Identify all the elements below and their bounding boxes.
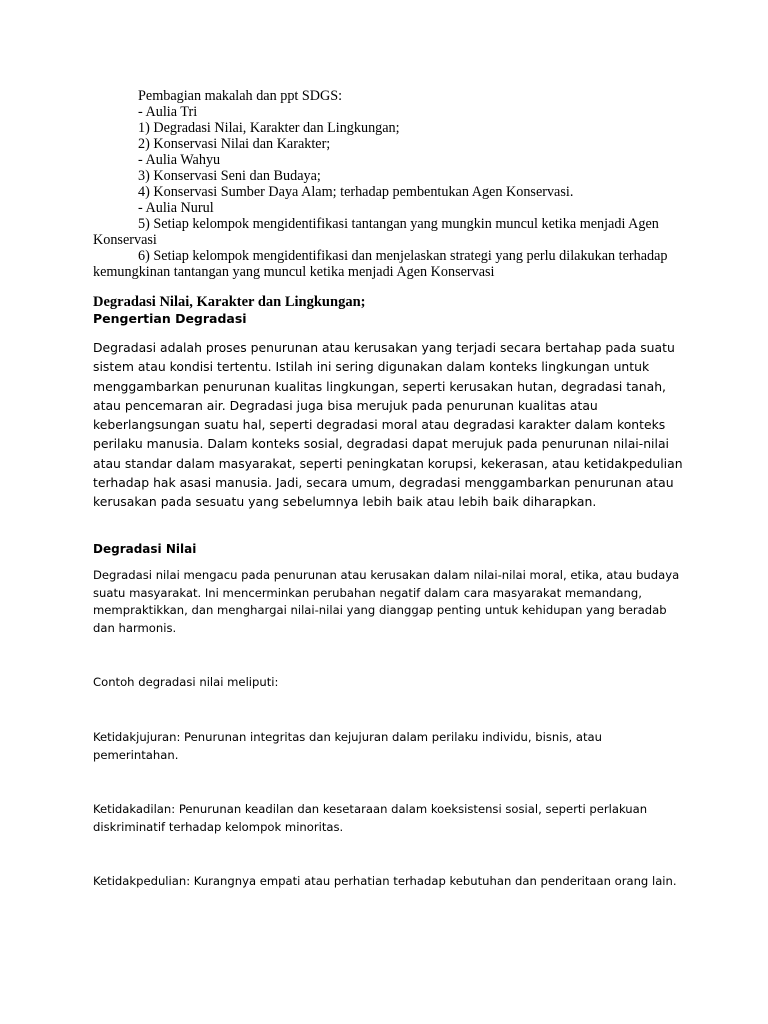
list-item: 2) Konservasi Nilai dan Karakter;: [138, 136, 331, 152]
contoh-label: Contoh degradasi nilai meliputi:: [93, 675, 279, 689]
list-item: 4) Konservasi Sumber Daya Alam; terhadap pembentukan Agen Konservasi.: [138, 184, 574, 200]
intro-list: [93, 88, 683, 280]
list-item: - Aulia Nurul: [138, 200, 214, 216]
section-title: Degradasi Nilai, Karakter dan Lingkungan;: [93, 294, 366, 310]
nilai-paragraph: Degradasi nilai mengacu pada penurunan atau kerusakan dalam nilai-nilai moral, etika, atau budaya suatu masyarakat. Ini mencerminkan perubahan negatif dalam cara masyarakat memandang, mempraktikkan, dan menghargai nilai-nilai yang dianggap penting untuk kehidupan yang beradab dan harmonis.: [93, 568, 680, 635]
intro-heading: Pembagian makalah dan ppt SDGS:: [138, 88, 343, 104]
example-item: Ketidakjujuran: Penurunan integritas dan kejujuran dalam perilaku individu, bisnis, atau pemerintahan.: [93, 730, 602, 762]
section-subtitle: Pengertian Degradasi: [93, 311, 247, 326]
nilai-heading: Degradasi Nilai: [93, 542, 197, 556]
degradasi-paragraph: Degradasi adalah proses penurunan atau kerusakan yang terjadi secara bertahap pada suatu sistem atau kondisi tertentu. Istilah ini sering digunakan dalam konteks lingkungan untuk menggambarkan penurunan kualitas lingkungan, seperti kerusakan hutan, degradasi tanah, atau pencemaran air. Degradasi juga bisa merujuk pada penurunan kualitas atau keberlangsungan suatu hal, seperti degradasi moral atau degradasi karakter dalam konteks perilaku manusia. Dalam konteks sosial, degradasi dapat merujuk pada penurunan nilai-nilai atau standar dalam masyarakat, seperti peningkatan korupsi, kekerasan, atau ketidakpedulian terhadap hak asasi manusia. Jadi, secara umum, degradasi menggambarkan penurunan atau kerusakan pada sesuatu yang sebelumnya lebih baik atau lebih baik diharapkan.: [93, 340, 683, 510]
example-item: Ketidakadilan: Penurunan keadilan dan kesetaraan dalam koeksistensi sosial, seperti perlakuan diskriminatif terhadap kelompok minoritas.: [93, 802, 648, 834]
list-item: 5) Setiap kelompok mengidentifikasi tantangan yang mungkin muncul ketika menjadi Agen Konservasi: [93, 216, 659, 248]
list-item: - Aulia Tri: [138, 104, 198, 120]
list-item: 3) Konservasi Seni dan Budaya;: [138, 168, 321, 184]
list-item: - Aulia Wahyu: [138, 152, 221, 168]
list-item: 1) Degradasi Nilai, Karakter dan Lingkungan;: [138, 120, 400, 136]
list-item: 6) Setiap kelompok mengidentifikasi dan menjelaskan strategi yang perlu dilakukan terhadap kemungkinan tantangan yang muncul ketika menjadi Agen Konservasi: [93, 248, 668, 280]
example-item: Ketidakpedulian: Kurangnya empati atau perhatian terhadap kebutuhan dan penderitaan orang lain.: [93, 874, 677, 888]
